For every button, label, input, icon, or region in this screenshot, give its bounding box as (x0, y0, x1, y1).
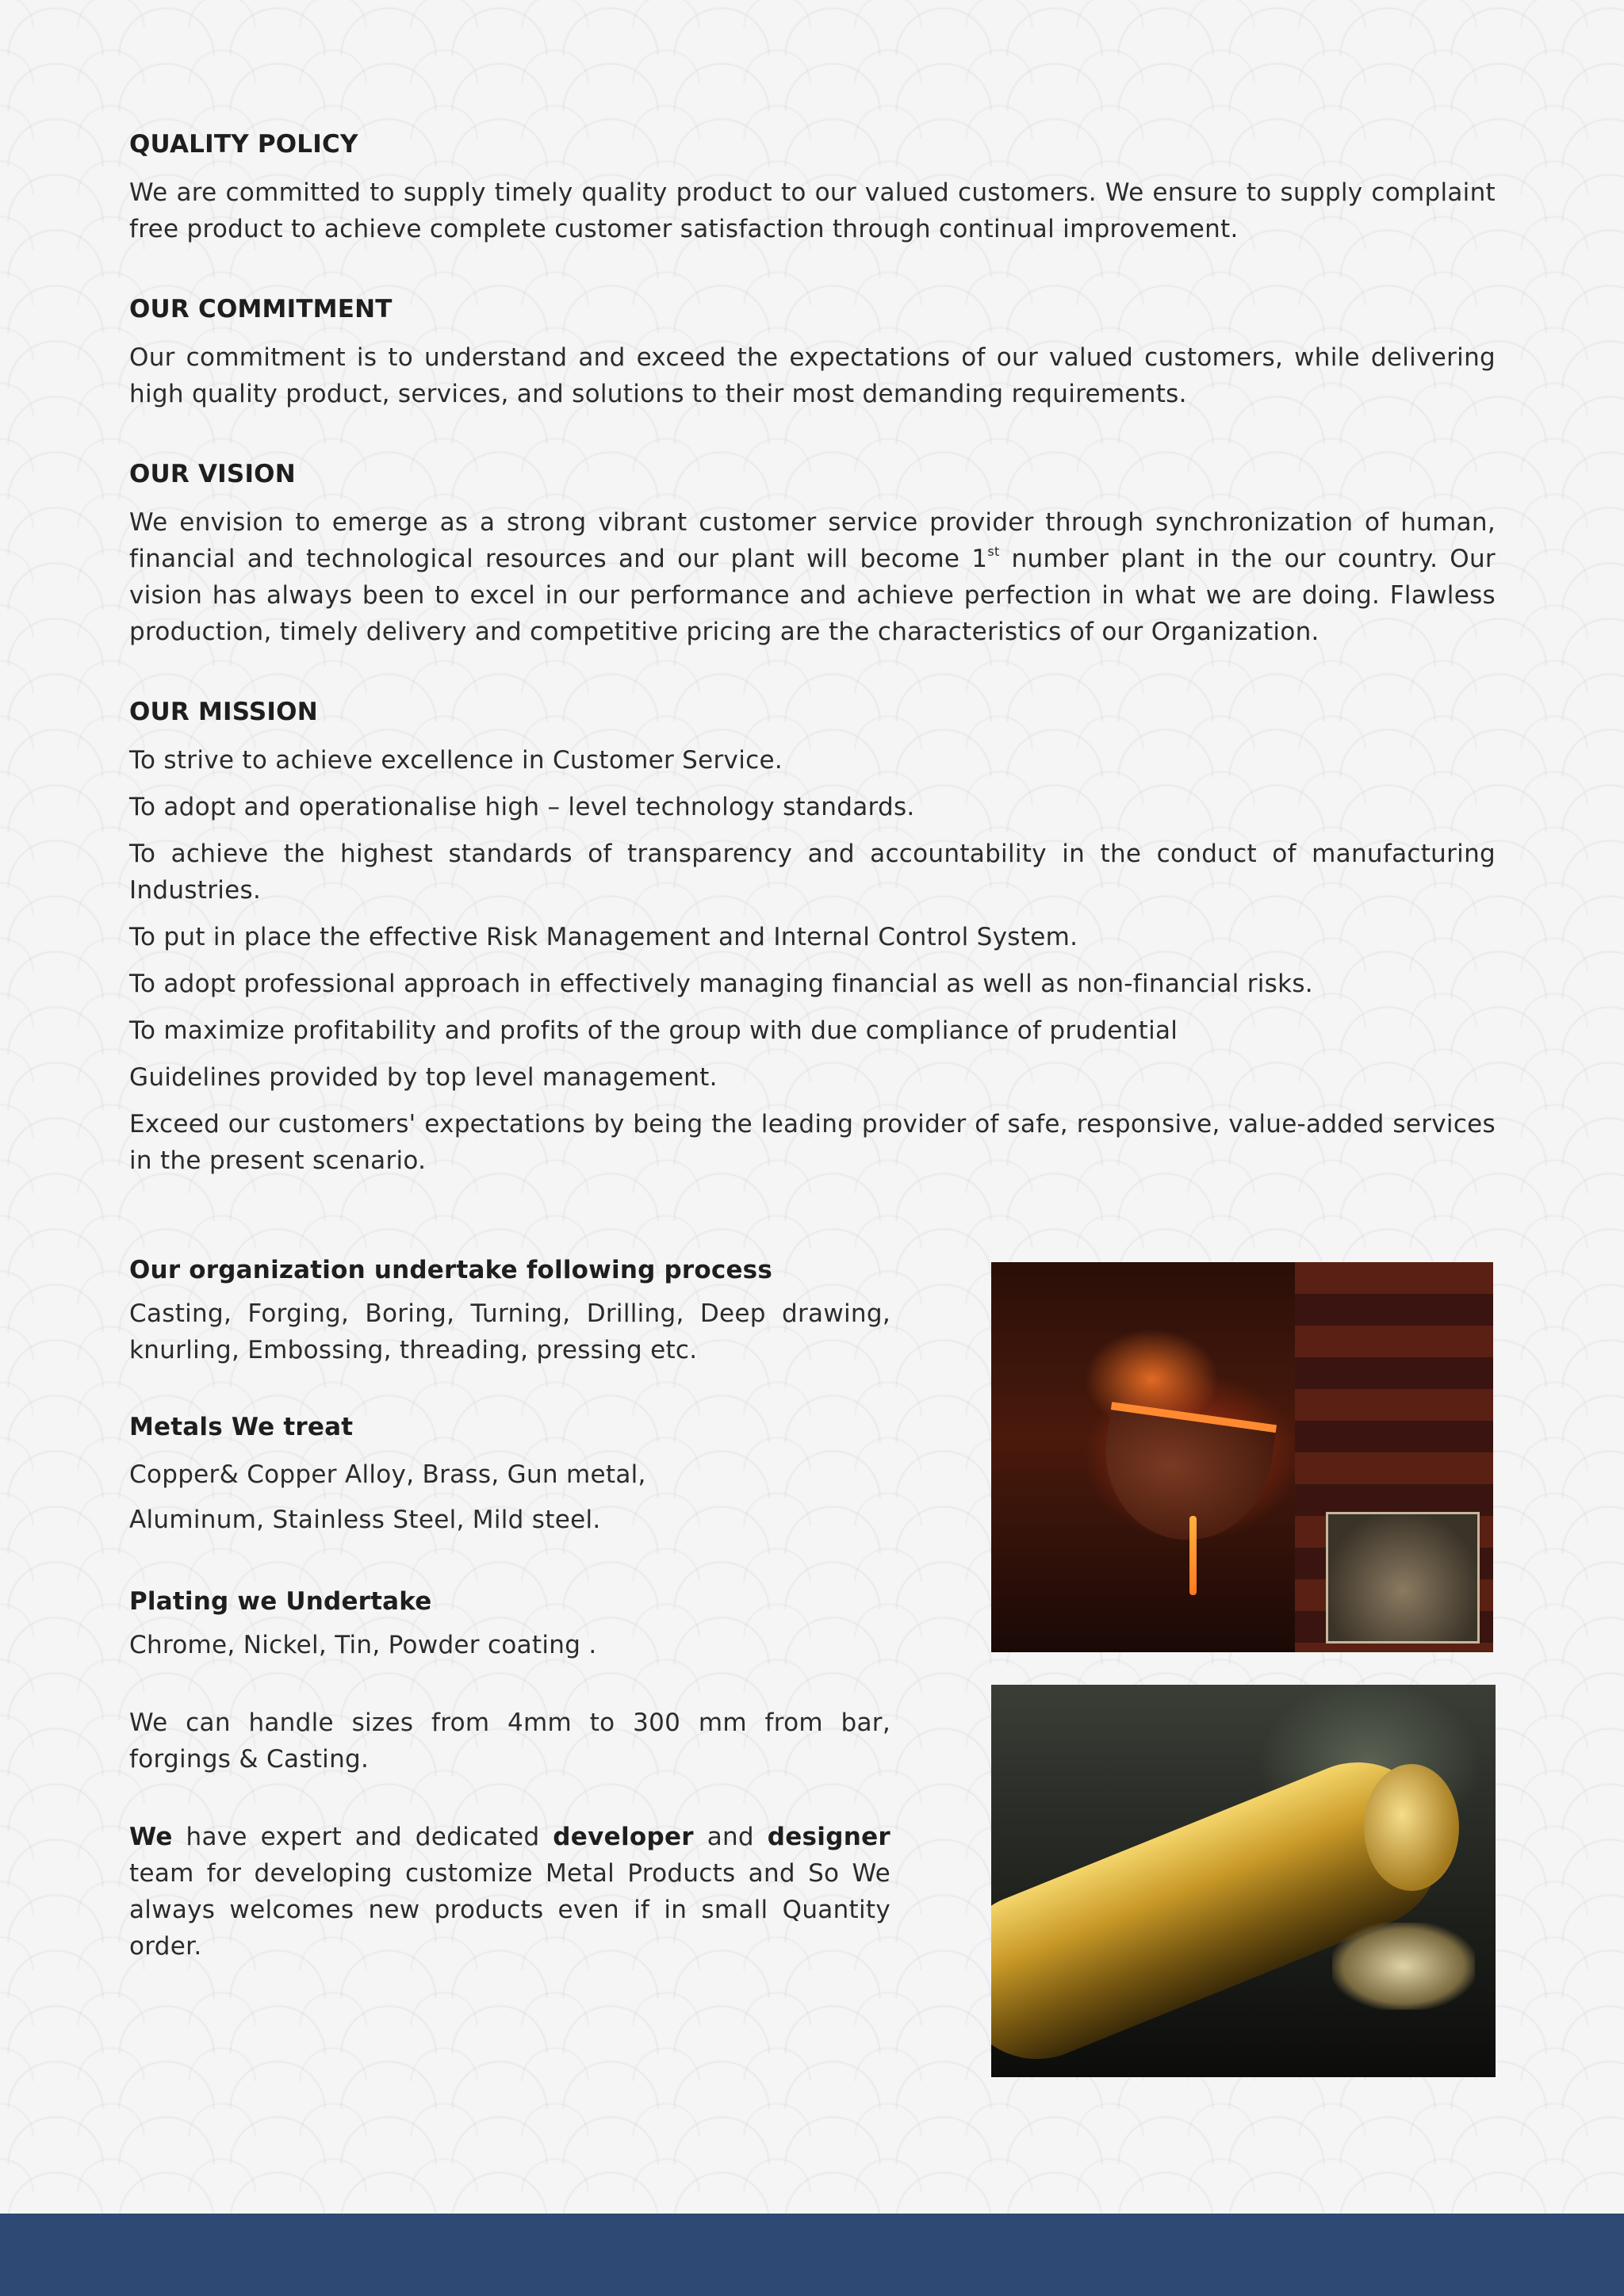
process-section (129, 1253, 891, 1368)
plating-heading: Plating we Undertake (129, 1587, 432, 1616)
vision-text-part1: We envision to emerge as a strong vibrant customer service provider through synchronization of human, financial and technological resources and our plant will become 1 (129, 508, 1496, 573)
vision-superscript: st (987, 544, 1000, 559)
metals-section (129, 1410, 891, 1543)
sizes-text: We can handle sizes from 4mm to 300 mm from bar, forgings & Casting. (129, 1709, 891, 1774)
team-designer: designer (767, 1823, 891, 1851)
brass-turning-photo (991, 1685, 1496, 2077)
mission-item: To put in place the effective Risk Management and Internal Control System. (129, 923, 1078, 951)
ladle-shape (1094, 1402, 1277, 1551)
vision-text (129, 504, 1496, 650)
mission-section (129, 695, 1496, 1179)
vision-section (129, 457, 1496, 650)
mission-item: To achieve the highest standards of transparency and accountability in the conduct of manufacturing Industries. (129, 840, 1496, 905)
footer-band (0, 2214, 1624, 2296)
molten-stream (1189, 1516, 1197, 1595)
team-developer: developer (553, 1823, 694, 1851)
team-text-part: and (693, 1823, 768, 1851)
process-column (129, 1253, 891, 2006)
quality-policy-heading: QUALITY POLICY (129, 130, 358, 159)
mission-item: To maximize profitability and profits of the group with due compliance of prudential (129, 1016, 1178, 1045)
team-section (129, 1819, 891, 1965)
quality-policy-section (129, 127, 1496, 247)
metals-line-2: Aluminum, Stainless Steel, Mild steel. (129, 1506, 601, 1534)
metal-chips-shape (1332, 1923, 1475, 2010)
process-heading: Our organization undertake following process (129, 1256, 772, 1284)
team-text (129, 1819, 891, 1965)
mission-item: To strive to achieve excellence in Customer Service. (129, 746, 783, 775)
plating-text: Chrome, Nickel, Tin, Powder coating . (129, 1631, 597, 1659)
inset-mould-photo (1326, 1512, 1480, 1644)
main-content (129, 127, 1496, 1223)
metals-line-1: Copper& Copper Alloy, Brass, Gun metal, (129, 1460, 646, 1489)
mission-item: To adopt professional approach in effectively managing financial as well as non-financial risks. (129, 970, 1313, 998)
vision-heading: OUR VISION (129, 460, 296, 488)
process-text: Casting, Forging, Boring, Turning, Drilling, Deep drawing, knurling, Embossing, threading, pressing etc. (129, 1299, 891, 1364)
molten-metal-casting-photo (991, 1262, 1493, 1652)
team-we: We (129, 1823, 173, 1851)
commitment-text: Our commitment is to understand and exceed the expectations of our valued customers, while delivering high quality product, services, and solutions to their most demanding requirements. (129, 343, 1496, 408)
vision-text-part2: number plant in the our country. Our vision has always been to excel in our performance and achieve perfection in what we are doing. Flawless production, timely delivery and competitive pricing are the characteristics of our Organization. (129, 545, 1496, 646)
mission-item: Guidelines provided by top level management. (129, 1063, 718, 1092)
quality-policy-text: We are committed to supply timely quality product to our valued customers. We ensure to supply complaint free product to achieve complete customer satisfaction through continual improvement. (129, 178, 1496, 243)
sizes-section (129, 1705, 891, 1777)
rod-tip-shape (1364, 1764, 1459, 1891)
mission-item: Exceed our customers' expectations by being the leading provider of safe, responsive, value-added services in the present scenario. (129, 1110, 1496, 1175)
plating-section (129, 1584, 891, 1663)
metals-heading: Metals We treat (129, 1413, 354, 1441)
team-text-part: team for developing customize Metal Products and So We always welcomes new products even if in small Quantity order. (129, 1859, 891, 1961)
team-text-part: have expert and dedicated (172, 1823, 553, 1851)
commitment-section (129, 292, 1496, 412)
commitment-heading: OUR COMMITMENT (129, 295, 393, 323)
mission-heading: OUR MISSION (129, 698, 318, 726)
mission-item: To adopt and operationalise high – level technology standards. (129, 793, 915, 821)
